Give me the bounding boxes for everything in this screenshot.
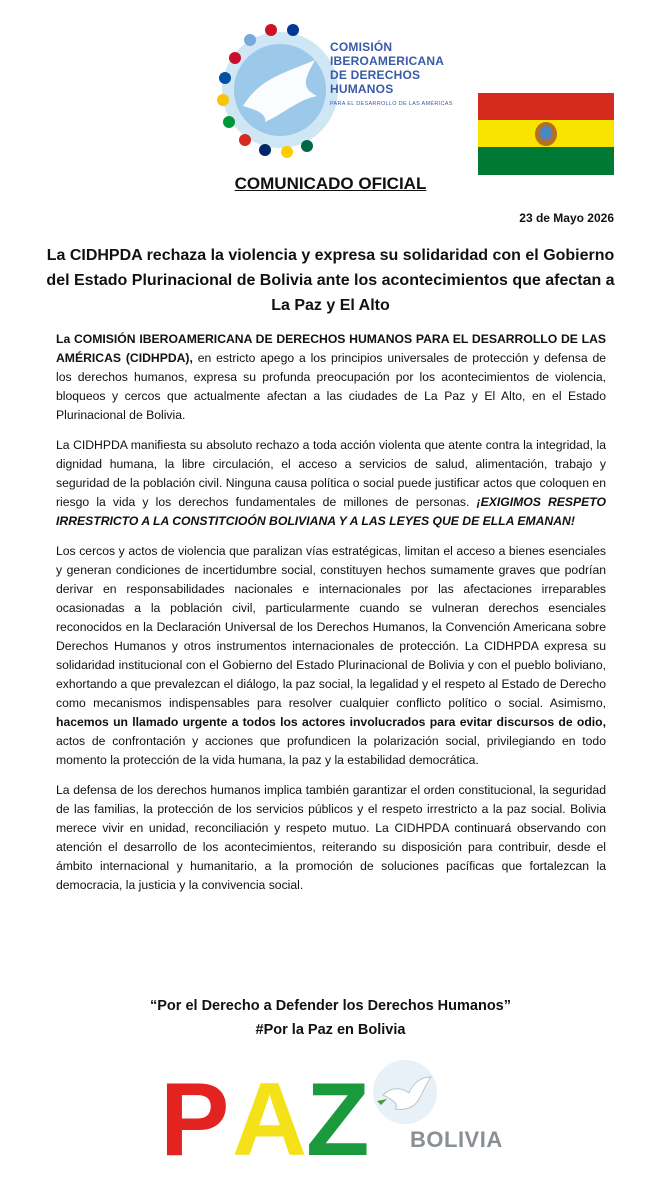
closing-block xyxy=(0,994,661,1042)
paragraph-3 xyxy=(56,542,606,770)
paragraph-2-emphasis: ¡EXIGIMOS RESPETO IRRESTRICTO A LA CONSTITCIOÓN BOLIVIANA Y A LAS LEYES QUE DE ELLA EMANAN! xyxy=(56,495,606,528)
paragraph-1 xyxy=(56,330,606,425)
paz-bolivia-word: BOLIVIA xyxy=(410,1127,503,1152)
logo-line-2: IBEROAMERICANA xyxy=(330,54,445,68)
paragraph-4-text: La defensa de los derechos humanos implica también garantizar el orden constitucional, la seguridad de las familias, la protección de los servicios públicos y el respeto irrestricto a la paz social. Bolivia merece vivir en unidad, reconciliación y respeto mutuo. La CIDHPDA continuará observando con atención el desarrollo de los acontecimientos, reiterando su disposición para contribuir, desde el ámbito internacional y humanitario, a la promoción de soluciones pacíficas que fortalezcan la democracia, la justicia y la convivencia social. xyxy=(56,783,606,892)
document-title: COMUNICADO OFICIAL xyxy=(234,174,427,193)
headline: La CIDHPDA rechaza la violencia y expresa su solidaridad con el Gobierno del Estado Plurinacional de Bolivia ante los acontecimientos que afectan a La Paz y El Alto xyxy=(46,247,615,314)
paragraph-3-bold: hacemos un llamado urgente a todos los actores involucrados para evitar discursos de odio, xyxy=(56,715,606,729)
logo-text xyxy=(330,40,453,111)
logo-line-1: COMISIÓN xyxy=(330,40,393,54)
paz-letter-p: P xyxy=(160,1062,230,1178)
paragraph-1-bold: La COMISIÓN IBEROAMERICANA DE DERECHOS HUMANOS PARA EL DESARROLLO DE LAS AMÉRICAS (CIDHPDA), xyxy=(56,332,606,365)
paragraph-2-text: La CIDHPDA manifiesta su absoluto rechazo a toda acción violenta que atente contra la integridad, la dignidad humana, la libre circulación, el acceso a servicios de salud, alimentación, trabajo y seguridad de la población civil. Ninguna causa política o social puede justificar actos que coloquen en riesgo la vida y los derechos fundamentales de millones de personas. xyxy=(56,438,606,509)
closing-hashtag: #Por la Paz en Bolivia xyxy=(255,1022,406,1038)
dove-icon xyxy=(365,1057,445,1127)
paz-bolivia-logo xyxy=(160,1055,540,1195)
paragraph-4 xyxy=(56,781,606,895)
document-body xyxy=(56,330,606,906)
document-date: 23 de Mayo 2026 xyxy=(519,211,614,225)
paragraph-1-text: en estricto apego a los principios universales de protección y defensa de los derechos humanos, expresa su profunda preocupación por los acontecimientos de violencia, bloqueos y cercos que actualmente afectan a las ciudades de La Paz y El Alto, en el Estado Plurinacional de Bolivia. xyxy=(56,351,606,422)
paragraph-2 xyxy=(56,436,606,531)
logo-line-5: PARA EL DESARROLLO DE LAS AMÉRICAS xyxy=(330,101,453,107)
paz-letter-z: Z xyxy=(306,1062,370,1178)
logo-line-4: HUMANOS xyxy=(330,82,394,96)
paragraph-3-text-b: actos de confrontación y acciones que profundicen la polarización social, privilegiando en todo momento la protección de la vida humana, la paz y la estabilidad democrática. xyxy=(56,734,606,767)
logo-line-3: DE DERECHOS xyxy=(330,68,421,82)
paragraph-3-text-a: Los cercos y actos de violencia que paralizan vías estratégicas, limitan el acceso a bienes esenciales y generan condiciones de incertidumbre social, constituyen hechos sumamente graves que podrían derivar en responsabilidades nacionales e internacionales por las afectaciones irreparables ocasionadas a la población civil, particularmente cuando se vulneran derechos esenciales reconocidos en la Declaración Universal de los Derechos Humanos, la Convención Americana sobre Derechos Humanos y otros instrumentos internacionales de protección. La CIDHPDA expresa su solidaridad institucional con el Gobierno del Estado Plurinacional de Bolivia y con el pueblo boliviano, exhortando a que prevalezcan el diálogo, la paz social, la legalidad y el respeto al Estado de Derecho como mecanismos indispensables para resolver cualquier conflicto político o social. Asimismo, xyxy=(56,544,606,710)
closing-quote: “Por el Derecho a Defender los Derechos Humanos” xyxy=(150,998,511,1014)
bolivia-flag-image xyxy=(478,93,614,175)
paz-letter-a: A xyxy=(232,1062,308,1178)
